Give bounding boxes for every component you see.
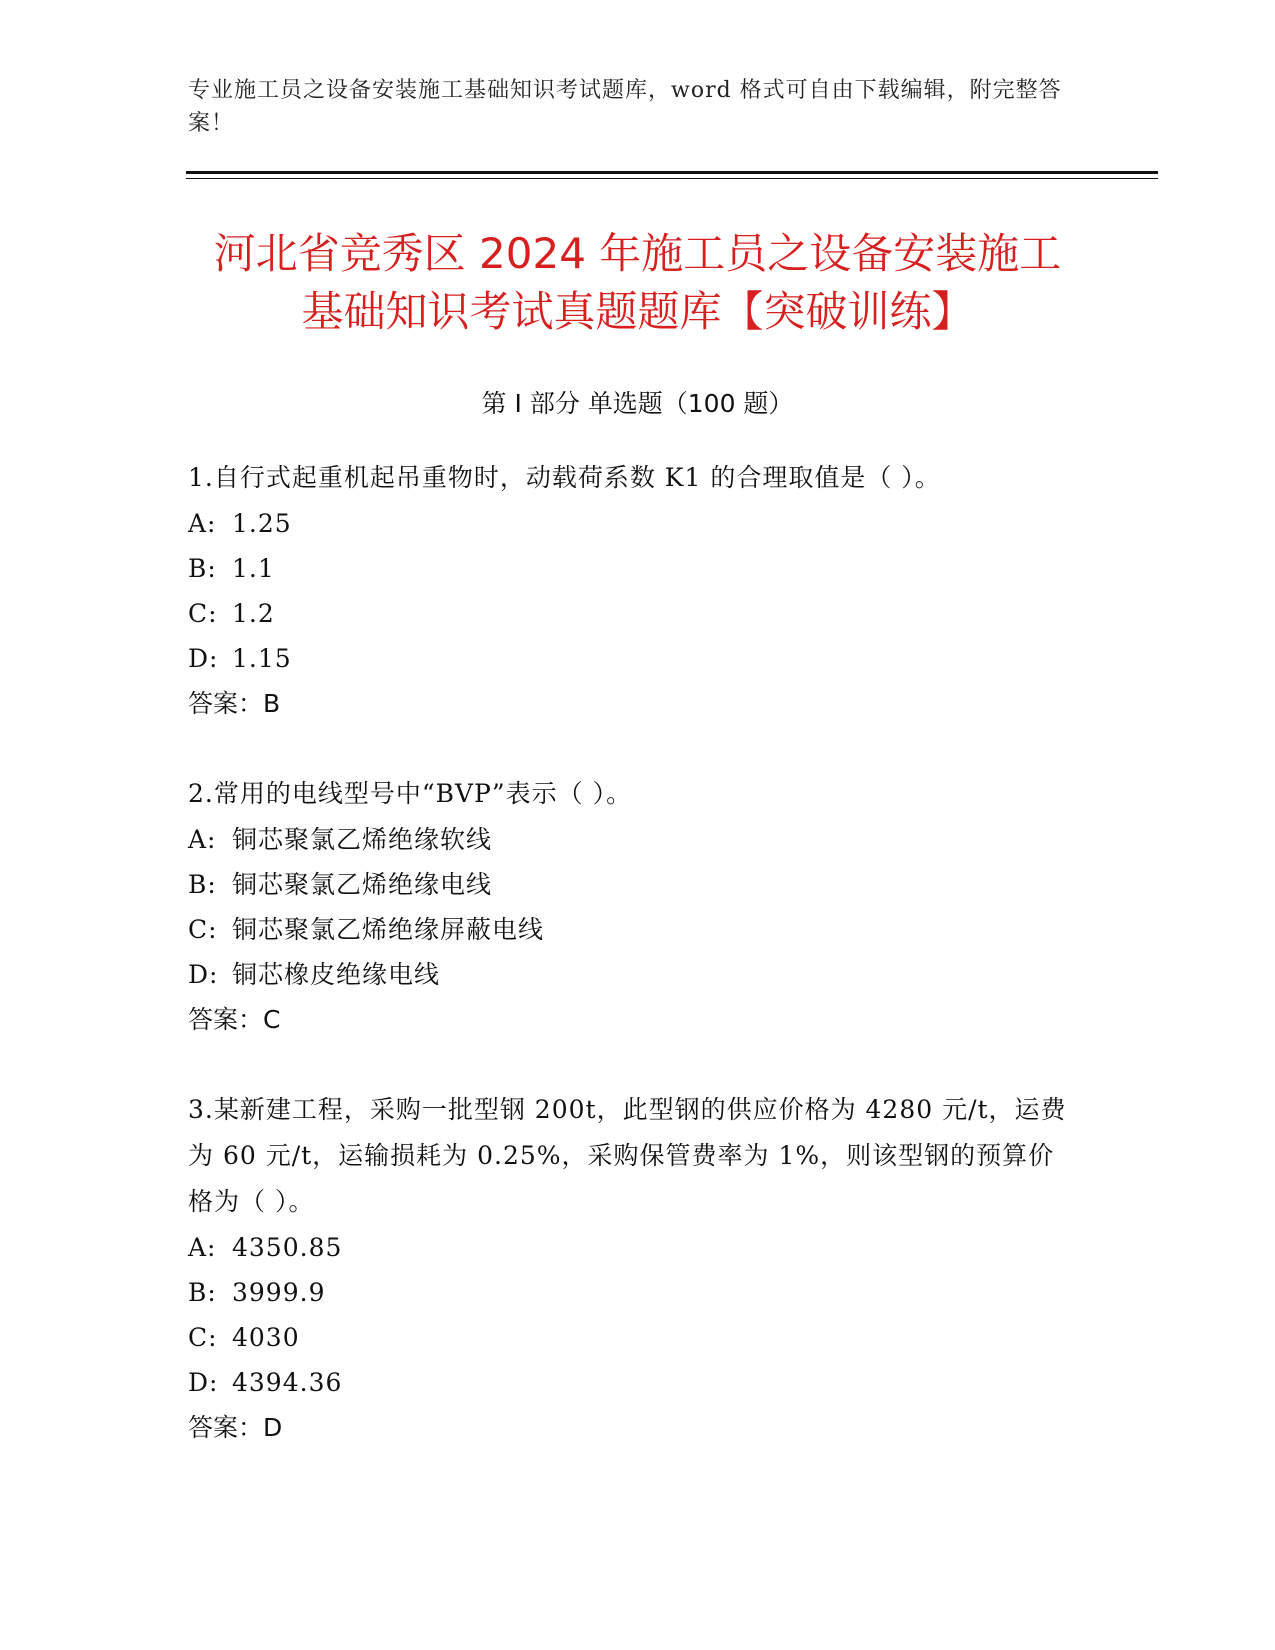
option-text: 1.15 (232, 644, 292, 673)
answer-line: 答案：B (188, 689, 281, 718)
option-text: 铜芯聚氯乙烯绝缘屏蔽电线 (232, 915, 545, 944)
option-letter: D: (188, 644, 219, 673)
document-title (160, 225, 1115, 341)
question-stem: 1.自行式起重机起吊重物时，动载荷系数 K1 的合理取值是（ ）。 (188, 463, 941, 492)
option-d (188, 1360, 1068, 1405)
question-stem: 2.常用的电线型号中“BVP”表示（ ）。 (188, 779, 633, 808)
option-b (188, 546, 1068, 591)
option-letter: D: (188, 960, 219, 989)
option-letter: C: (188, 915, 218, 944)
option-b (188, 862, 1068, 907)
option-letter: B: (188, 870, 217, 899)
option-c (188, 1315, 1068, 1360)
header-note: 专业施工员之设备安装施工基础知识考试题库，word 格式可自由下载编辑，附完整答案！ (188, 78, 1062, 136)
option-letter: A: (188, 509, 217, 538)
header-divider-thin (186, 178, 1158, 179)
option-b (188, 1270, 1068, 1315)
option-text: 1.25 (232, 509, 292, 538)
section-title: 第 I 部分 单选题（100 题） (481, 389, 794, 418)
question-1 (188, 455, 1068, 726)
header-divider-thick (186, 171, 1158, 174)
option-text: 铜芯聚氯乙烯绝缘软线 (232, 825, 493, 854)
question-2 (188, 771, 1068, 1042)
answer-line: 答案：C (188, 1005, 281, 1034)
question-stem: 3.某新建工程，采购一批型钢 200t，此型钢的供应价格为 4280 元/t，运费为 60 元/t，运输损耗为 0.25%，采购保管费率为 1%，则该型钢的预算价格为（ ）。 (188, 1095, 1067, 1216)
document-title-line-2: 基础知识考试真题题库【突破训练】 (301, 287, 974, 336)
option-text: 4350.85 (232, 1233, 343, 1262)
document-title-line-1: 河北省竞秀区 2024 年施工员之设备安装施工 (213, 229, 1062, 278)
option-text: 3999.9 (232, 1278, 326, 1307)
option-a (188, 1225, 1068, 1270)
option-letter: B: (188, 554, 217, 583)
option-a (188, 501, 1068, 546)
option-letter: B: (188, 1278, 217, 1307)
option-text: 4394.36 (232, 1368, 343, 1397)
question-3 (188, 1087, 1068, 1450)
option-letter: D: (188, 1368, 219, 1397)
option-text: 铜芯橡皮绝缘电线 (232, 960, 441, 989)
option-c (188, 907, 1068, 952)
option-d (188, 636, 1068, 681)
answer-line: 答案：D (188, 1413, 283, 1442)
option-c (188, 591, 1068, 636)
option-a (188, 817, 1068, 862)
option-letter: A: (188, 825, 217, 854)
option-text: 1.1 (232, 554, 275, 583)
option-letter: A: (188, 1233, 217, 1262)
option-letter: C: (188, 1323, 218, 1352)
option-text: 4030 (232, 1323, 300, 1352)
option-text: 1.2 (232, 599, 275, 628)
option-letter: C: (188, 599, 218, 628)
option-d (188, 952, 1068, 997)
option-text: 铜芯聚氯乙烯绝缘电线 (232, 870, 493, 899)
